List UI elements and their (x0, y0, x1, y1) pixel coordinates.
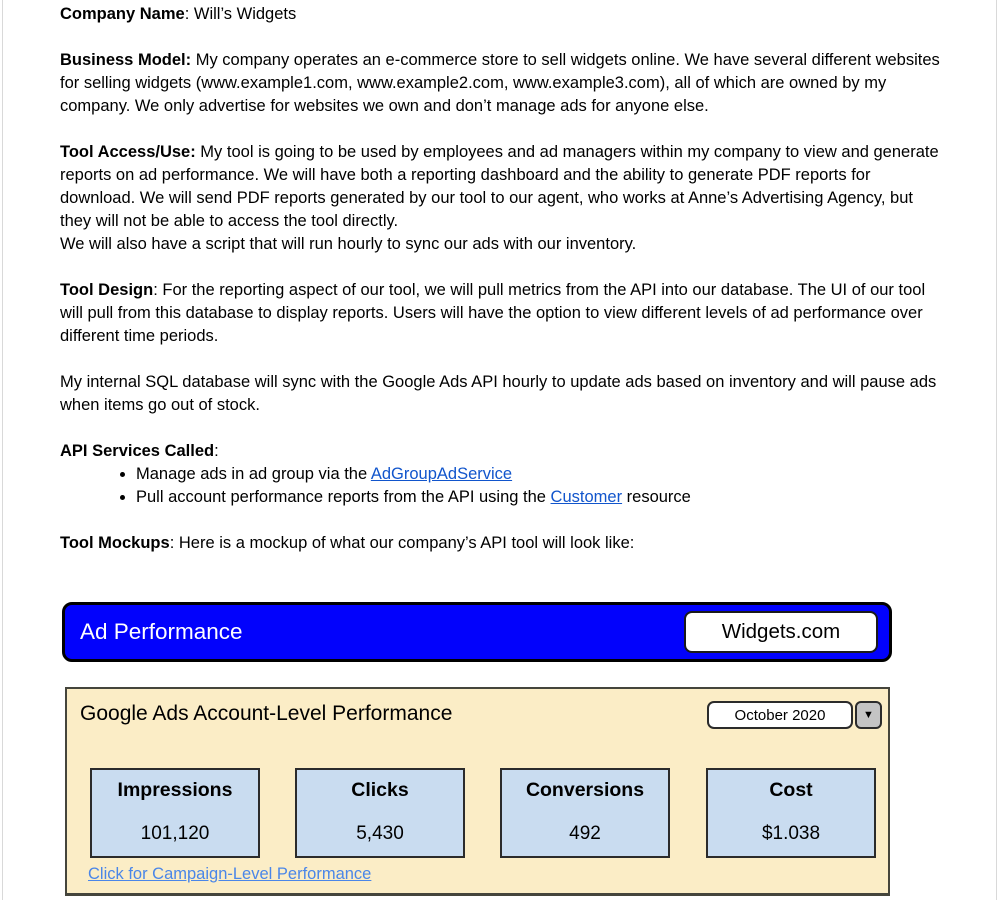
dropdown-arrow-icon[interactable]: ▼ (855, 701, 882, 729)
campaign-level-link[interactable]: Click for Campaign-Level Performance (88, 865, 372, 883)
paragraph-tool-access (60, 141, 940, 256)
tool-mockups-label: Tool Mockups (60, 534, 170, 552)
page-edge-left (2, 0, 3, 900)
bullet-text: Pull account performance reports from the API using the (136, 488, 551, 506)
tool-design-label: Tool Design (60, 281, 154, 299)
api-services-colon: : (214, 442, 219, 460)
metric-value: 492 (569, 823, 601, 844)
paragraph-sql-sync (60, 371, 940, 417)
paragraph-tool-design (60, 279, 940, 348)
period-dropdown[interactable]: October 2020 (707, 701, 853, 729)
list-item-manage-ads (136, 463, 940, 486)
widgets-com-button[interactable]: Widgets.com (684, 611, 878, 653)
metric-card-impressions (90, 768, 260, 858)
adgroupadservice-link[interactable]: AdGroupAdService (370, 465, 513, 483)
metric-card-cost (706, 768, 876, 858)
ad-performance-banner (62, 602, 892, 662)
paragraph-company-name (60, 3, 940, 26)
banner-title: Ad Performance (80, 619, 243, 644)
metric-value: 101,120 (140, 823, 210, 844)
panel-title: Google Ads Account-Level Performance (80, 702, 453, 725)
metric-label: Impressions (117, 779, 233, 801)
metric-label: Conversions (525, 779, 645, 801)
company-name-value: : Will’s Widgets (184, 5, 297, 23)
sql-sync-text: My internal SQL database will sync with the Google Ads API hourly to update ads based on inventory and will pause ads when items go out of stock. (60, 373, 937, 414)
paragraph-business-model (60, 49, 940, 118)
business-model-text: My company operates an e-commerce store to sell widgets online. We have several different websites for selling widgets (www.example1.com, www.example2.com, www.example3.com), all of which are owned by my company. We only advertise for websites we own and don’t manage ads for anyone else. (60, 51, 940, 115)
api-services-list (60, 463, 940, 509)
api-services-label: API Services Called (60, 442, 215, 460)
metric-card-conversions (500, 768, 670, 858)
tool-design-text: : For the reporting aspect of our tool, we will pull metrics from the API into our database. The UI of our tool will pull from this database to display reports. Users will have the option to view different levels of ad performance over different time periods. (60, 281, 926, 345)
paragraph-tool-mockups (60, 532, 940, 555)
paragraph-api-services (60, 440, 940, 463)
document-body (60, 3, 940, 578)
tool-mockups-text: : Here is a mockup of what our company’s API tool will look like: (169, 534, 635, 552)
tool-access-label: Tool Access/Use: (60, 143, 196, 161)
page-edge-right (996, 0, 997, 900)
list-item-pull-reports (136, 486, 940, 509)
bullet-text: resource (622, 488, 691, 506)
company-name-label: Company Name (60, 5, 185, 23)
metric-label: Cost (769, 779, 813, 801)
metric-card-clicks (295, 768, 465, 858)
bullet-text: Manage ads in ad group via the (136, 465, 371, 483)
metric-label: Clicks (351, 779, 409, 801)
metric-value: $1.038 (761, 823, 821, 844)
tool-access-text: My tool is going to be used by employees and ad managers within my company to view and generate reports on ad performance. We will have both a reporting dashboard and the ability to generate PDF reports for download. We will send PDF reports generated by our tool to our agent, who works at Anne’s Advertising Agency, but they will not be able to access the tool directly. (60, 143, 939, 230)
tool-access-text-2: We will also have a script that will run hourly to sync our ads with our inventory. (60, 235, 637, 253)
metric-value: 5,430 (356, 823, 404, 844)
account-performance-panel (65, 687, 890, 896)
customer-link[interactable]: Customer (550, 488, 623, 506)
business-model-label: Business Model: (60, 51, 192, 69)
